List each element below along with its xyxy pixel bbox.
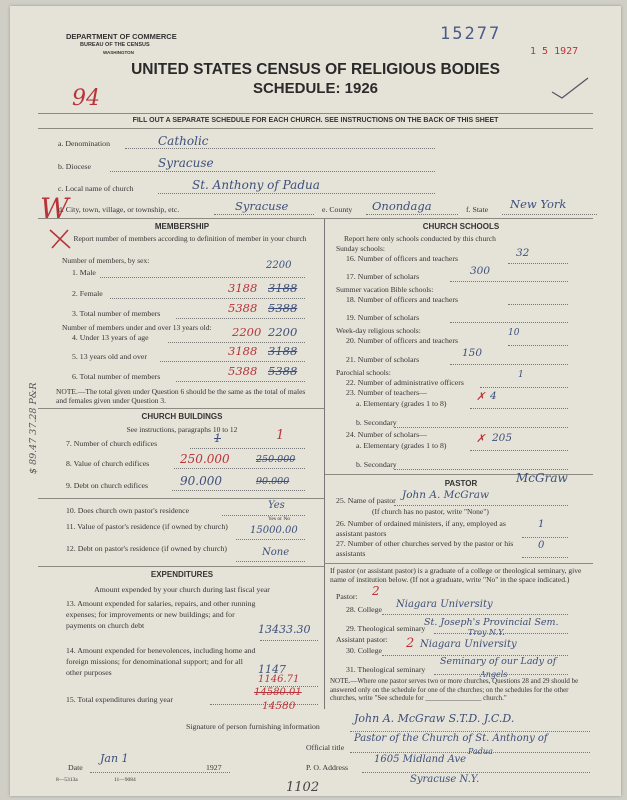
po-address-value: 1605 Midland Ave bbox=[374, 754, 467, 765]
q16-label: 16. Number of officers and teachers bbox=[346, 254, 459, 263]
membership-intro: Report number of members according to definition of member in your church bbox=[73, 234, 307, 243]
pastor-sub-number: 2 bbox=[372, 584, 380, 598]
q22-label: 22. Number of administrative officers bbox=[346, 378, 464, 387]
membership-heading: MEMBERSHIP bbox=[154, 222, 210, 231]
buildings-sub: See instructions, paragraphs 10 to 12 bbox=[126, 425, 238, 434]
total-members-label: 3. Total number of members bbox=[72, 309, 161, 318]
county-value: Onondaga bbox=[372, 199, 432, 213]
debt-edifices-struck: 90.000 bbox=[256, 476, 290, 487]
margin-calculation-note: $ 89.47 37.28 P&R bbox=[28, 382, 39, 474]
red-x-mark bbox=[48, 228, 72, 255]
res-debt: None bbox=[262, 547, 290, 558]
q25-note: (If church has no pastor, write "None") bbox=[372, 507, 489, 516]
q13-value: 13433.30 bbox=[258, 623, 311, 636]
pastor-margin-name: McGraw bbox=[516, 471, 568, 485]
membership-note: NOTE.—The total given under Question 6 should be the same as the total of males and females given under Question 3. bbox=[56, 387, 306, 405]
value-edifices: 250.000 bbox=[180, 452, 230, 466]
expenditures-heading: EXPENDITURES bbox=[150, 570, 214, 579]
q29-label: 29. Theological seminary bbox=[346, 624, 426, 633]
res-value: 15000.00 bbox=[250, 525, 298, 536]
female-struck: 3188 bbox=[268, 281, 298, 295]
city-label: d. City, town, village, or township, etc. bbox=[58, 205, 180, 214]
q23b-label: b. Secondary bbox=[356, 418, 397, 427]
under-13-value: 2200 bbox=[268, 325, 298, 339]
debt-edifices-label: 9. Debt on church edifices bbox=[66, 481, 149, 490]
denomination-label: a. Denomination bbox=[58, 139, 110, 148]
schedule-title: SCHEDULE: 1926 bbox=[252, 80, 379, 97]
under-13-label: 4. Under 13 years of age bbox=[72, 333, 149, 342]
diocese-label: b. Diocese bbox=[58, 162, 91, 171]
state-value: New York bbox=[510, 197, 567, 211]
date-stamp: 1 5 1927 bbox=[530, 46, 579, 57]
members-by-age: Number of members under and over 13 years old: bbox=[62, 323, 212, 332]
weekday-schools: Week-day religious schools: bbox=[336, 326, 421, 335]
male-value: 2200 bbox=[266, 260, 292, 271]
q15-label: 15. Total expenditures during year bbox=[66, 695, 173, 704]
q24-label: 24. Number of scholars— bbox=[346, 430, 427, 439]
over-13-value: 3188 bbox=[228, 344, 258, 358]
q19-label: 19. Number of scholars bbox=[346, 313, 420, 322]
bureau-city: WASHINGTON bbox=[103, 50, 134, 55]
female-label: 2. Female bbox=[72, 289, 103, 298]
q20-value: 10 bbox=[508, 328, 520, 338]
q16-value: 32 bbox=[516, 247, 530, 259]
q23-label: 23. Number of teachers— bbox=[346, 388, 427, 397]
form-title: UNITED STATES CENSUS OF RELIGIOUS BODIES bbox=[131, 61, 500, 78]
q21-label: 21. Number of scholars bbox=[346, 355, 420, 364]
total6-struck: 5388 bbox=[268, 364, 298, 378]
male-label: 1. Male bbox=[72, 268, 96, 277]
res-value-label: 11. Value of pastor's residence (if owned by church) bbox=[66, 522, 228, 531]
q27-value: 0 bbox=[538, 540, 545, 551]
q30-label: 30. College bbox=[346, 646, 382, 655]
q20-label: 20. Number of officers and teachers bbox=[346, 336, 459, 345]
q30-over: Troy N.Y. bbox=[468, 628, 505, 637]
local-name-label: c. Local name of church bbox=[58, 184, 134, 193]
value-edifices-struck: 250.000 bbox=[256, 454, 296, 465]
assistant-number: 2 bbox=[406, 636, 415, 651]
schedule-number-stamp: 15277 bbox=[440, 24, 502, 44]
form-number-2: 11—9084 bbox=[114, 777, 136, 783]
q31-over: Angels bbox=[480, 670, 508, 679]
q17-label: 17. Number of scholars bbox=[346, 272, 420, 281]
q13-label: 13. Amount expended for salaries, repairs, and other running expenses; for improvements or new buildings; and for payments on church debt bbox=[66, 599, 256, 630]
q31-value: Seminary of our Lady of bbox=[440, 656, 557, 667]
total6-value: 5388 bbox=[228, 364, 258, 378]
census-schedule-sheet bbox=[10, 6, 621, 796]
official-title-label: Official title bbox=[306, 743, 345, 752]
debt-edifices: 90.000 bbox=[180, 474, 222, 488]
total6-label: 6. Total number of members bbox=[72, 372, 161, 381]
state-label: f. State bbox=[466, 205, 489, 214]
female-value: 3188 bbox=[228, 281, 258, 295]
q31-label: 31. Theological seminary bbox=[346, 665, 426, 674]
edifices-value: 1 bbox=[214, 432, 221, 445]
q23a-red-mark: ✗ bbox=[476, 390, 486, 403]
pastor-note: NOTE.—Where one pastor serves two or more churches, Questions 28 and 29 should be answered only on the schedule for one of the churches; on the schedules for the other churches, write "See schedule for ________________ church." bbox=[330, 677, 579, 702]
q25-value: John A. McGraw bbox=[402, 489, 489, 501]
po-address-city: Syracuse N.Y. bbox=[410, 774, 480, 785]
date-value: Jan 1 bbox=[100, 752, 129, 765]
buildings-heading: CHURCH BUILDINGS bbox=[141, 412, 223, 421]
q14-label: 14. Amount expended for benevolences, including home and foreign missions; for denominational support; and for all other purposes bbox=[66, 646, 256, 677]
denomination-value: Catholic bbox=[158, 134, 209, 148]
res-debt-label: 12. Debt on pastor's residence (if owned by church) bbox=[66, 544, 227, 553]
edifices-red: 1 bbox=[276, 428, 285, 443]
q22-value: 1 bbox=[518, 370, 524, 380]
local-name-value: St. Anthony of Padua bbox=[192, 178, 320, 192]
margin-mark-w: W bbox=[40, 192, 69, 225]
q23a-value: 4 bbox=[490, 390, 497, 402]
q14-value-b: 1146.71 bbox=[258, 674, 300, 685]
signature-label: Signature of person furnishing information bbox=[186, 722, 320, 731]
under-13-red: 2200 bbox=[232, 325, 262, 339]
residence-label: 10. Does church own pastor's residence bbox=[66, 506, 190, 515]
bureau-name: BUREAU OF THE CENSUS bbox=[80, 42, 150, 48]
q24a-label: a. Elementary (grades 1 to 8) bbox=[356, 441, 447, 450]
assistant-label: Assistant pastor: bbox=[336, 635, 388, 644]
pastor-heading: PASTOR bbox=[444, 479, 478, 488]
q26-label: 26. Number of ordained ministers, if any, employed as assistant pastors bbox=[336, 519, 506, 538]
date-label: Date bbox=[68, 763, 83, 772]
over-13-label: 5. 13 years old and over bbox=[72, 352, 147, 361]
year-value: 1927 bbox=[206, 763, 222, 772]
q28-label: 28. College bbox=[346, 605, 382, 614]
sunday-schools: Sunday schools: bbox=[336, 244, 385, 253]
diocese-value: Syracuse bbox=[158, 156, 214, 170]
q21-value: 150 bbox=[462, 347, 483, 359]
value-edifices-label: 8. Value of church edifices bbox=[66, 459, 150, 468]
q17-value: 300 bbox=[470, 265, 491, 277]
po-address-label: P. O. Address bbox=[306, 763, 349, 772]
edifices-label: 7. Number of church edifices bbox=[66, 439, 158, 448]
q30-value: Niagara University bbox=[420, 639, 517, 650]
pastor-sub-label: Pastor: bbox=[336, 592, 358, 601]
q24a-value: 205 bbox=[492, 432, 513, 444]
yes-no-hint: Yes or No bbox=[268, 516, 291, 522]
q29-value: St. Joseph's Provincial Sem. bbox=[424, 617, 559, 628]
schools-heading: CHURCH SCHOOLS bbox=[422, 222, 500, 231]
county-label: e. County bbox=[322, 205, 353, 214]
instructions-line: FILL OUT A SEPARATE SCHEDULE FOR EACH CHURCH. SEE INSTRUCTIONS ON THE BACK OF THIS SHEET bbox=[132, 117, 499, 124]
bottom-number: 1102 bbox=[286, 780, 320, 795]
q27-label: 27. Number of other churches served by the pastor or his assistants bbox=[336, 539, 514, 558]
q15-value: 14580.01 bbox=[254, 687, 302, 698]
q18-label: 18. Number of officers and teachers bbox=[346, 295, 459, 304]
parochial-schools: Parochial schools: bbox=[336, 368, 391, 377]
handwritten-94: 94 bbox=[72, 86, 100, 111]
q23a-label: a. Elementary (grades 1 to 8) bbox=[356, 399, 447, 408]
official-title-over: Padua bbox=[468, 747, 493, 756]
residence-value: Yes bbox=[268, 500, 285, 511]
vacation-schools: Summer vacation Bible schools: bbox=[336, 285, 434, 294]
expenditures-sub: Amount expended by your church during last fiscal year bbox=[94, 585, 270, 594]
q14-value: 1147 bbox=[258, 663, 286, 676]
form-number: 8—5313a bbox=[56, 777, 78, 783]
signature-value: John A. McGraw S.T.D. J.C.D. bbox=[354, 712, 515, 725]
q28-value: Niagara University bbox=[396, 599, 493, 610]
over-13-struck: 3188 bbox=[268, 344, 298, 358]
official-title-value: Pastor of the Church of St. Anthony of bbox=[354, 733, 548, 744]
total-members-value: 5388 bbox=[228, 301, 258, 315]
q15-value-b: 14580 bbox=[262, 700, 296, 712]
graduate-note: If pastor (or assistant pastor) is a graduate of a college or theological seminary, give name of institution below. (If not a graduate, write "No" in the space indicated.) bbox=[330, 566, 582, 584]
members-by-sex: Number of members, by sex: bbox=[62, 256, 150, 265]
q24a-red-mark: ✗ bbox=[476, 432, 486, 445]
q25-label: 25. Name of pastor bbox=[336, 496, 396, 505]
dept-name: DEPARTMENT OF COMMERCE bbox=[66, 32, 177, 41]
schools-intro: Report here only schools conducted by this church bbox=[344, 234, 496, 243]
q24b-label: b. Secondary bbox=[356, 460, 397, 469]
city-value: Syracuse bbox=[235, 199, 289, 213]
q26-value: 1 bbox=[538, 519, 545, 530]
total-members-struck: 5388 bbox=[268, 301, 298, 315]
